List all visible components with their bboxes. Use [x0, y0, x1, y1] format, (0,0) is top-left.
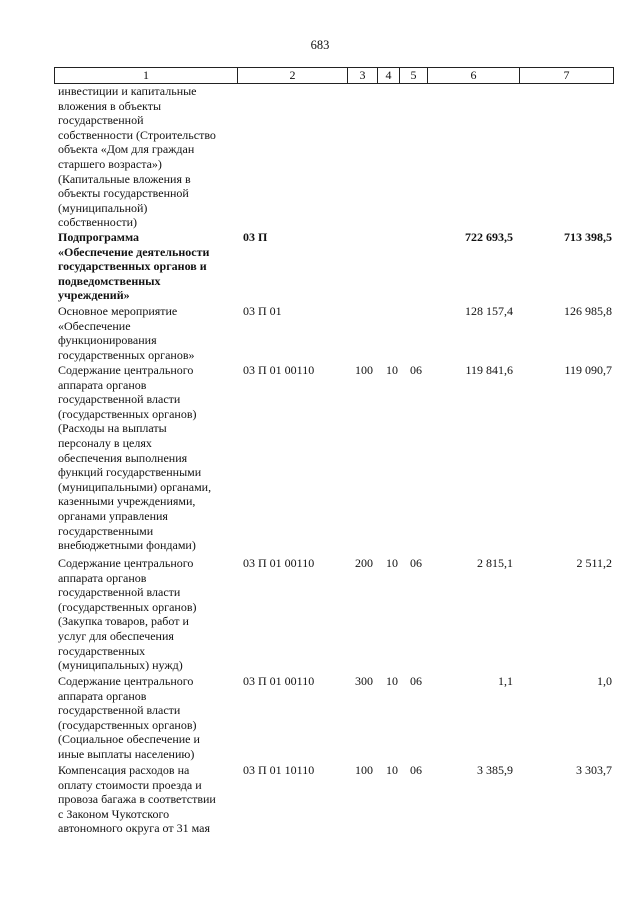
row-name: Содержание центрального аппарата органов государственной власти (государственных органов) (Расходы на выплаты персоналу в целях обеспечения выполнения функций государственными (муниципальными) органами, казенными учреждениями, органами управления государственными внебюджетными фондами) [58, 363, 212, 553]
row-sum-2: 126 985,8 [564, 304, 612, 318]
row-sum-1: 2 815,1 [477, 556, 513, 570]
row-rz: 10 [386, 363, 398, 377]
row-name: Содержание центрального аппарата органов государственной власти (государственных органов) (Социальное обеспечение и иные выплаты населению) [58, 674, 200, 761]
row-vr: 200 [355, 556, 373, 570]
row-code: 03 П 01 00110 [243, 363, 315, 377]
row-rz: 10 [386, 763, 398, 777]
header-col-2: 2 [237, 68, 347, 83]
row-sum-1: 119 841,6 [465, 363, 513, 377]
row-rz: 10 [386, 674, 398, 688]
table-row [0, 674, 640, 763]
header-col-6: 6 [427, 68, 519, 83]
row-vr: 300 [355, 674, 373, 688]
row-rz: 10 [386, 556, 398, 570]
header-col-1: 1 [54, 68, 237, 83]
page-number: 683 [310, 38, 330, 52]
table-body [0, 84, 640, 843]
row-pr: 06 [410, 763, 422, 777]
header-col-4: 4 [377, 68, 399, 83]
row-sum-1: 722 693,5 [465, 230, 513, 244]
row-sum-1: 128 157,4 [465, 304, 513, 318]
table-row [0, 556, 640, 674]
row-code: 03 П 01 10110 [243, 763, 315, 777]
row-sum-2: 119 090,7 [564, 363, 612, 377]
table-row [0, 230, 640, 304]
row-sum-2: 713 398,5 [564, 230, 612, 244]
table-header [54, 67, 614, 84]
table-row [0, 84, 640, 230]
row-name: инвестиции и капитальные вложения в объекты государственной собственности (Строительство объекта «Дом для граждан старшего возраста») (Капитальные вложения в объекты государственной (муниципальной) собственности) [58, 84, 216, 230]
header-col-7: 7 [519, 68, 614, 83]
row-sum-1: 1,1 [498, 674, 513, 688]
row-pr: 06 [410, 363, 422, 377]
header-col-5: 5 [399, 68, 427, 83]
row-pr: 06 [410, 674, 422, 688]
row-name: Содержание центрального аппарата органов государственной власти (государственных органов) (Закупка товаров, работ и услуг для обеспечения государственных (муниципальных) нужд) [58, 556, 197, 673]
row-vr: 100 [355, 763, 373, 777]
row-sum-2: 3 303,7 [576, 763, 612, 777]
row-vr: 100 [355, 363, 373, 377]
row-code: 03 П 01 00110 [243, 674, 315, 688]
row-sum-2: 1,0 [597, 674, 612, 688]
row-name: Подпрограмма «Обеспечение деятельности государственных органов и подведомственных учреждений» [58, 230, 210, 303]
row-sum-1: 3 385,9 [477, 763, 513, 777]
table-row [0, 304, 640, 363]
row-code: 03 П 01 00110 [243, 556, 315, 570]
table-row [0, 363, 640, 556]
row-sum-2: 2 511,2 [576, 556, 612, 570]
table-row [0, 763, 640, 843]
row-pr: 06 [410, 556, 422, 570]
header-col-3: 3 [347, 68, 377, 83]
row-code: 03 П [243, 230, 268, 244]
row-code: 03 П 01 [243, 304, 282, 318]
row-name: Основное мероприятие «Обеспечение функционирования государственных органов» [58, 304, 195, 362]
row-name: Компенсация расходов на оплату стоимости проезда и провоза багажа в соответствии с Законом Чукотского автономного округа от 31 мая [58, 763, 216, 836]
